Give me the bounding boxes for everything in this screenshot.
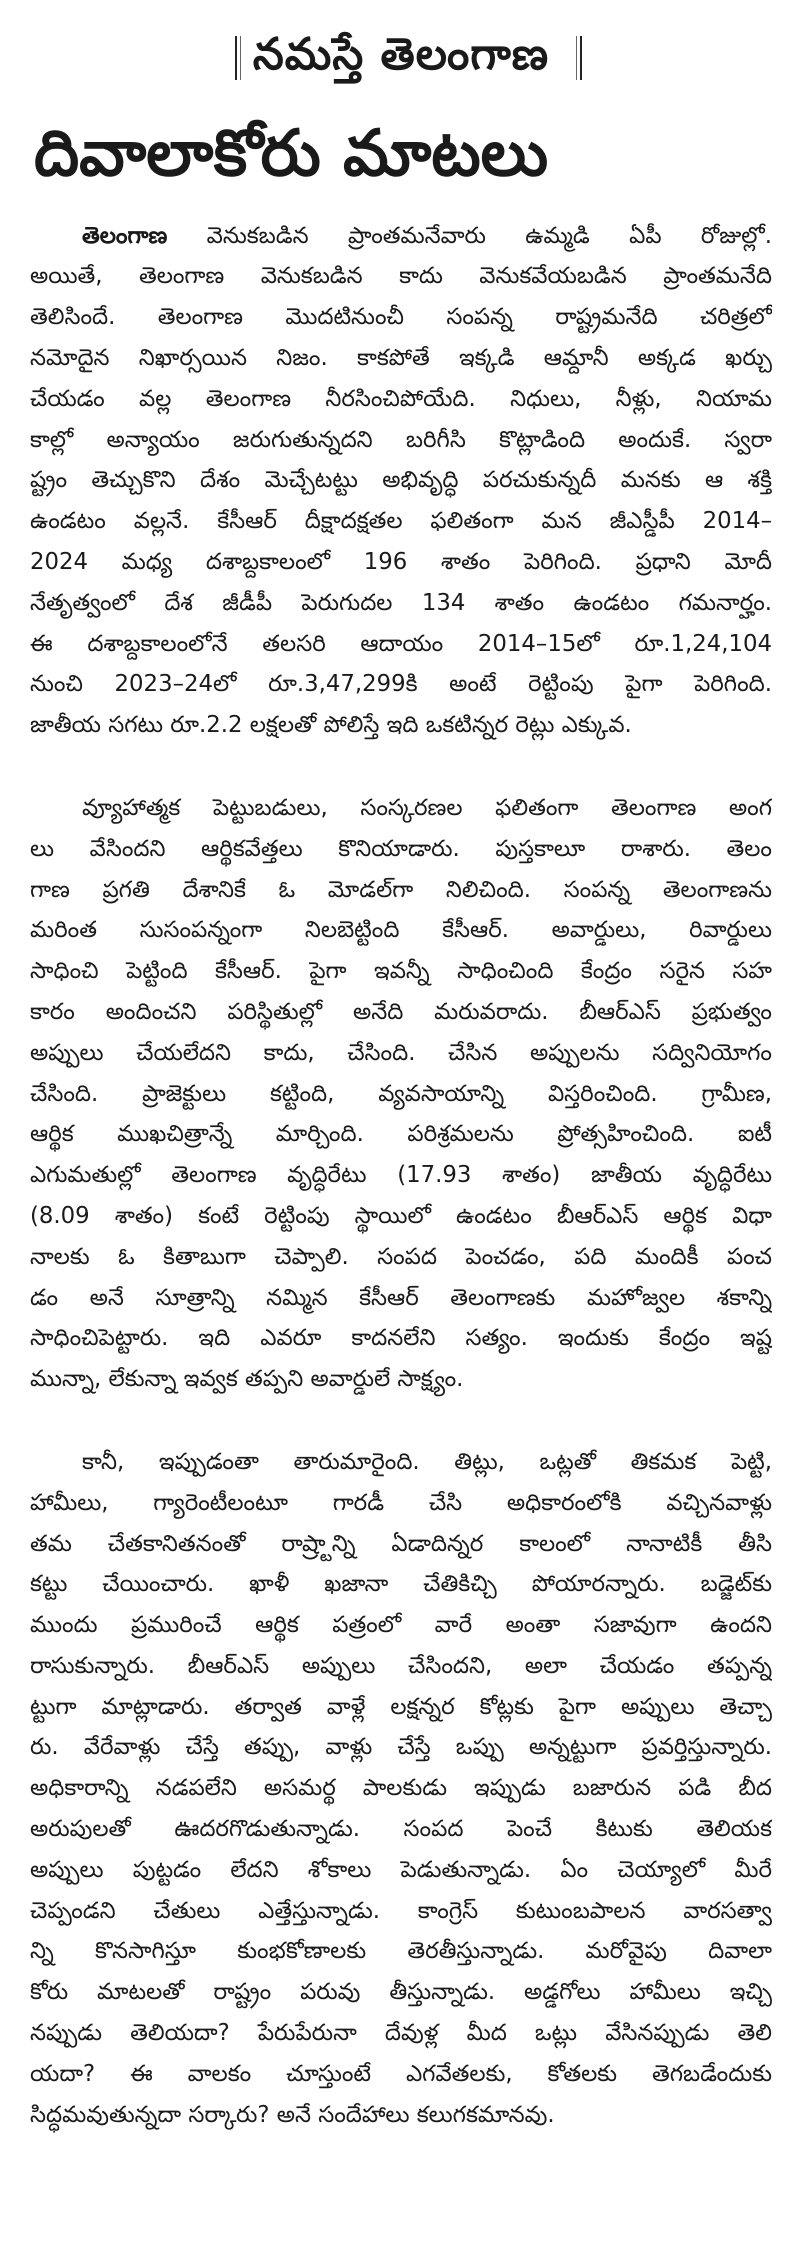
paragraph-line: రాసుకున్నారు. బీఆర్ఎస్ అప్పులు చేసిందని, అలా చేయడం తప్పన్న: [30, 1652, 772, 1679]
paragraph-line: హామీలు, గ్యారెంటీలంటూ గారడీ చేసి అధికారంలోకి వచ్చినవాళ్లు: [30, 1489, 772, 1516]
masthead-divider-right-thin: [576, 36, 577, 80]
paragraph-line: చేసింది. ప్రాజెక్టులు కట్టింది, వ్యవసాయాన్ని విస్తరించింది. గ్రామీణ,: [30, 1080, 772, 1107]
paragraph-line: రు. వేరేవాళ్లు చేస్తే తప్పు, వాళ్లు చేస్తే ఒప్పు అన్నట్టుగా ప్రవర్తిస్తున్నారు.: [30, 1734, 772, 1761]
paragraph-line: తెలంగాణ వెనుకబడిన ప్రాంతమనేవారు ఉమ్మడి ఏపీ రోజుల్లో.: [82, 222, 772, 249]
paragraph-line: కారం అందించని పరిస్థితుల్లో అనేది మరువరాదు. బీఆర్ఎస్ ప్రభుత్వం: [30, 998, 772, 1025]
paragraph-line: జాతీయ సగటు రూ.2.2 లక్షలతో పోలిస్తే ఇది ఒకటిన్నర రెట్లు ఎక్కువ.: [30, 712, 632, 739]
column-masthead: [30, 0, 772, 112]
paragraph-line: డం అనే సూత్రాన్ని నమ్మిన కేసీఆర్ తెలంగాణకు మహోజ్వల శకాన్ని: [30, 1284, 772, 1311]
paragraph-line: న్ని కొనసాగిస్తూ కుంభకోణాలకు తెరతీస్తున్నాడు. మరోవైపు దివాలా: [30, 1938, 772, 1965]
paragraph-line: నేతృత్వంలో దేశ జీడీపీ పెరుగుదల 134 శాతం ఉండటం గమనార్హం.: [30, 589, 772, 616]
paragraph-line: అయితే, తెలంగాణ వెనుకబడిన కాదు వెనుకవేయబడిన ప్రాంతమనేది: [30, 263, 772, 290]
paragraph-line: ట్టుగా మాట్లాడారు. తర్వాత వాళ్లే లక్షన్నర కోట్లకు పైగా అప్పులు తెచ్చా: [30, 1693, 772, 1720]
paragraph-line: ఆర్థిక ముఖచిత్రాన్నే మార్చింది. పరిశ్రమలను ప్రోత్సహించింది. ఐటీ: [30, 1121, 772, 1148]
paragraph-line: సాధించిపెట్టారు. ఇది ఎవరూ కాదనలేని సత్యం. ఇందుకు కేంద్రం ఇష్ట: [30, 1325, 772, 1352]
paragraph-line: కట్టు చేయించారు. ఖాళీ ఖజానా చేతికిచ్చి పోయారన్నారు. బడ్జెట్‌కు: [30, 1571, 772, 1598]
paragraph-line: చేయడం వల్ల తెలంగాణ నీరసించిపోయేది. నిధులు, నీళ్లు, నియామ: [30, 385, 772, 412]
paragraph-line: కానీ, ఇప్పుడంతా తారుమారైంది. తిట్లు, ఒట్లతో తికమక పెట్టి,: [82, 1448, 772, 1475]
paragraph-line: అరుపులతో ఊదరగొడుతున్నాడు. సంపద పెంచే కిటుకు తెలియక: [30, 1816, 772, 1843]
paragraph-1: [30, 216, 772, 746]
paragraph-line: అప్పులు చేయలేదని కాదు, చేసింది. చేసిన అప్పులను సద్వినియోగం: [30, 1039, 772, 1066]
paragraph-line: మున్నా, లేకున్నా ఇవ్వక తప్పని అవార్డులే సాక్ష్యం.: [30, 1366, 464, 1393]
paragraph-line: లు వేసిందని ఆర్థికవేత్తలు కొనియాడారు. పుస్తకాలూ రాశారు. తెలం: [30, 835, 772, 862]
paragraph-line: ఉండటం వల్లనే. కేసీఆర్ దీక్షాదక్షతల ఫలితంగా మన జీఎస్డీపీ 2014–: [30, 508, 772, 535]
paragraph-line: సాధించి పెట్టింది కేసీఆర్. పైగా ఇవన్నీ సాధించింది కేంద్రం సరైన సహ: [30, 958, 772, 985]
paragraph-line: తెలిసిందే. తెలంగాణ మొదటినుంచీ సంపన్న రాష్ట్రమనేది చరిత్రలో: [30, 304, 772, 331]
paragraph-line: కోరు మాటలతో రాష్ట్రం పరువు తీస్తున్నాడు. అడ్డగోలు హామీలు ఇచ్చి: [30, 1979, 772, 2006]
paragraph-line: ఎగుమతుల్లో తెలంగాణ వృద్ధిరేటు (17.93 శాతం) జాతీయ వృద్ధిరేటు: [30, 1162, 772, 1189]
paragraph-line: అధికారాన్ని నడపలేని అసమర్థ పాలకుడు ఇప్పుడు బజారున పడి బీద: [30, 1775, 772, 1802]
paragraph-line: నప్పుడు తెలియదా? పేరుపేరునా దేవుళ్ల మీద ఒట్లు వేసినప్పుడు తెలి: [30, 2020, 772, 2047]
paragraph-line: ష్ట్రం తెచ్చుకొని దేశం మెచ్చేటట్టు అభివృద్ధి పరచుకున్నదీ మనకు ఆ శక్తి: [30, 467, 772, 494]
article-body: [30, 216, 772, 2136]
paragraph-line: అప్పులు పుట్టడం లేదని శోకాలు పెడుతున్నాడు. ఏం చెయ్యాలో మీరే: [30, 1856, 772, 1883]
masthead-divider-right: [580, 36, 582, 80]
paragraph-line: వ్యూహాత్మక పెట్టుబడులు, సంస్కరణల ఫలితంగా తెలంగాణ అంగ: [82, 794, 772, 821]
paragraph-line: నుంచి 2023–24లో రూ.3,47,299కి అంటే రెట్టింపు పైగా పెరిగింది.: [30, 671, 772, 698]
lead-word: తెలంగాణ: [82, 222, 168, 249]
paragraph-line: ముందు ప్రమురించే ఆర్థిక పత్రంలో వారే అంతా సజావుగా ఉందని: [30, 1612, 772, 1639]
paragraph-line: మరింత సుసంపన్నంగా నిలబెట్టింది కేసీఆర్. అవార్డులు, రివార్డులు: [30, 917, 772, 944]
masthead-divider-left: [235, 36, 237, 80]
paragraph-line: ఈ దశాబ్దకాలంలోనే తలసరి ఆదాయం 2014–15లో రూ.1,24,104: [30, 630, 772, 657]
paragraph-3: [30, 1442, 772, 2136]
paragraph-line: నాలకు ఓ కితాబుగా చెప్పాలి. సంపద పెంచడం, పది మందికీ పంచ: [30, 1243, 772, 1270]
paragraph-line: (8.09 శాతం) కంటే రెట్టింపు స్థాయిలో ఉండటం బీఆర్ఎస్ ఆర్థిక విధా: [30, 1202, 772, 1229]
paragraph-line: సిద్ధమవుతున్నదా సర్కారు? అనే సందేహాలు కలుగకమానవు.: [30, 2101, 555, 2128]
paragraph-line: చెప్పండని చేతులు ఎత్తేస్తున్నాడు. కాంగ్రెస్ కుటుంబపాలన వారసత్వా: [30, 1897, 772, 1924]
paragraph-line: గాణ ప్రగతి దేశానికే ఓ మోడల్‌గా నిలిచింది. సంపన్న తెలంగాణను: [30, 876, 772, 903]
masthead-divider-left-thin: [240, 36, 241, 80]
paragraph-line: కాల్లో అన్యాయం జరుగుతున్నదని బరిగీసి కొట్లాడింది అందుకే. స్వరా: [30, 426, 772, 453]
paragraph-line: యదా? ఈ వాలకం చూస్తుంటే ఎగవేతలకు, కోతలకు తెగబడేందుకు: [30, 2060, 772, 2087]
paragraph-line: నమోదైన నిఖార్సయిన నిజం. కాకపోతే ఇక్కడి ఆమ్దానీ అక్కడ ఖర్చు: [30, 344, 772, 371]
headline: దివాలాకోరు మాటలు: [34, 117, 549, 191]
paragraph-line: తమ చేతకానితనంతో రాష్ర్టాన్ని ఏడాదిన్నర కాలంలో నానాటికీ తీసి: [30, 1530, 772, 1557]
column-name: నమస్తే తెలంగాణ: [252, 29, 550, 80]
paragraph-line: 2024 మధ్య దశాబ్దకాలంలో 196 శాతం పెరిగింది. ప్రధాని మోదీ: [30, 548, 772, 575]
paragraph-2: [30, 788, 772, 1400]
